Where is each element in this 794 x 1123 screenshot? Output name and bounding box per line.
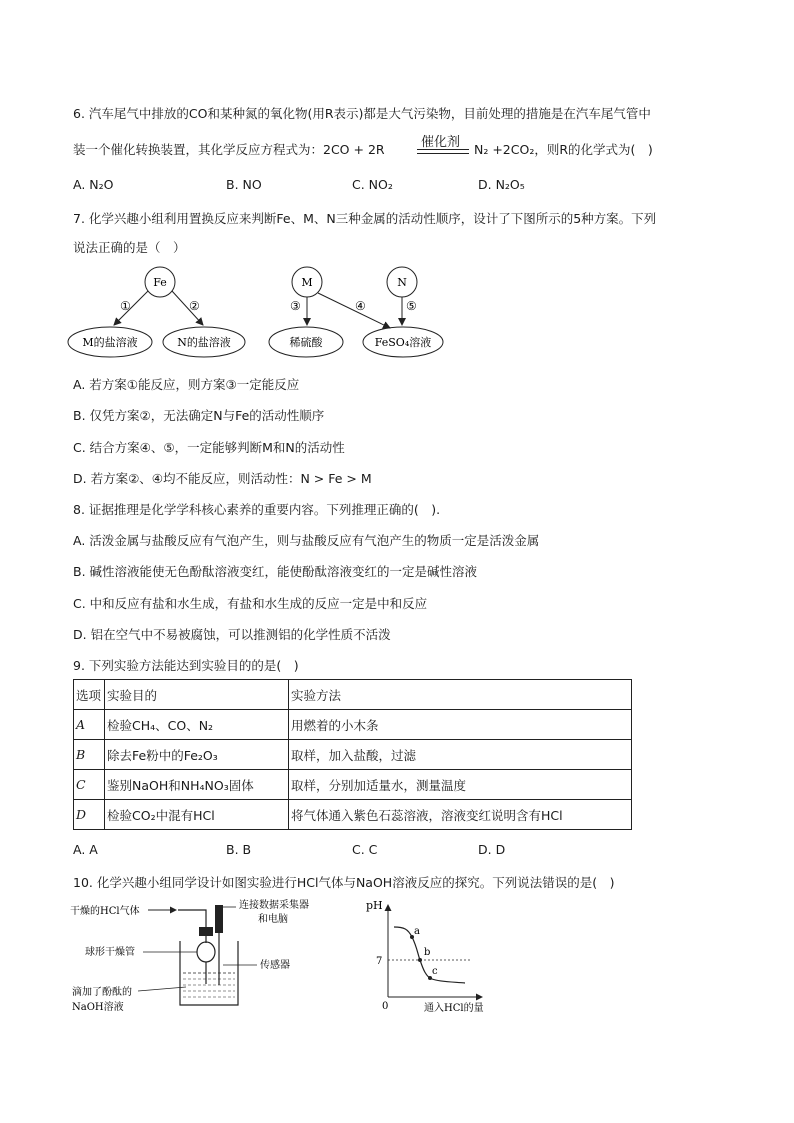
q7-line2: 说法正确的是（ ） — [73, 240, 186, 255]
row-c-purpose: 鉴别NaOH和NH₄NO₃固体 — [105, 770, 289, 800]
equation-arrow-line-top — [417, 149, 469, 150]
drying-tube-bulb — [197, 942, 215, 962]
q6-option-c: C. NO₂ — [352, 177, 393, 192]
header-option: 选项 — [74, 680, 105, 710]
q7-option-b: B. 仅凭方案②，无法确定N与Fe的活动性顺序 — [73, 408, 325, 423]
q9-option-a: A. A — [73, 842, 98, 857]
row-b-method: 取样，加入盐酸，过滤 — [289, 740, 632, 770]
row-a-purpose: 检验CH₄、CO、N₂ — [105, 710, 289, 740]
drying-tube-label: 球形干燥管 — [85, 947, 135, 958]
fe-node-label: Fe — [153, 276, 167, 289]
sensor-top — [215, 905, 223, 933]
q9-option-b: B. B — [226, 842, 252, 857]
row-a-option: A — [74, 710, 105, 740]
arrow-3-label: ③ — [290, 299, 301, 313]
q6-line1: 6. 汽车尾气中排放的CO和某种氮的氧化物(用R表示)都是大气污染物，目前处理的措施是在汽车尾气管中 — [73, 106, 651, 121]
point-b-label: b — [424, 947, 431, 958]
origin-label: 0 — [382, 1001, 389, 1012]
q10-apparatus-figure — [68, 897, 330, 1019]
n-node-label: N — [397, 276, 407, 289]
arrow-1-label: ① — [120, 299, 131, 313]
arrow-4-label: ④ — [355, 299, 366, 313]
q8-option-b: B. 碱性溶液能使无色酚酞溶液变红，能使酚酞溶液变红的一定是碱性溶液 — [73, 564, 478, 579]
row-d-option: D — [74, 800, 105, 830]
q10-ph-graph — [360, 897, 500, 1019]
point-a-label: a — [414, 926, 420, 937]
q8-option-d: D. 铝在空气中不易被腐蚀，可以推测铝的化学性质不活泼 — [73, 627, 391, 642]
m-salt-solution-label: M的盐溶液 — [82, 336, 138, 349]
point-b — [418, 958, 422, 962]
q8-line1: 8. 证据推理是化学学科核心素养的重要内容。下列推理正确的( ). — [73, 502, 441, 517]
equation-arrow-line-bottom — [417, 153, 469, 154]
q10-line1: 10. 化学兴趣小组同学设计如图实验进行HCl气体与NaOH溶液反应的探究。下列说法错误的是( ) — [73, 875, 615, 890]
data-collector-label-1: 连接数据采集器 — [239, 900, 309, 911]
q7-option-a: A. 若方案①能反应，则方案③一定能反应 — [73, 377, 300, 392]
y-tick-7: 7 — [376, 956, 383, 967]
q8-option-a: A. 活泼金属与盐酸反应有气泡产生，则与盐酸反应有气泡产生的物质一定是活泼金属 — [73, 533, 540, 548]
row-c-method: 取样，分别加适量水，测量温度 — [289, 770, 632, 800]
q9-option-c: C. C — [352, 842, 378, 857]
q6-line2-pre: 装一个催化转换装置，其化学反应方程式为：2CO + 2R — [73, 142, 385, 157]
q9-table — [73, 679, 632, 830]
q7-line1: 7. 化学兴趣小组利用置换反应来判断Fe、M、N三种金属的活动性顺序，设计了下图所示的5种方案。下列 — [73, 211, 657, 226]
header-purpose: 实验目的 — [105, 680, 289, 710]
q6-option-d: D. N₂O₅ — [478, 177, 525, 192]
q8-option-c: C. 中和反应有盐和水生成，有盐和水生成的反应一定是中和反应 — [73, 596, 428, 611]
q6-line2-post: N₂ +2CO₂，则R的化学式为( ) — [474, 142, 653, 157]
q7-reaction-diagram — [60, 262, 460, 360]
x-axis-label: 通入HCl的量 — [424, 1003, 484, 1014]
row-c-option: C — [74, 770, 105, 800]
table-row — [74, 710, 632, 740]
hcl-gas-label: 干燥的HCl气体 — [70, 906, 140, 917]
row-b-purpose: 除去Fe粉中的Fe₂O₃ — [105, 740, 289, 770]
solution-label-1: 滴加了酚酞的 — [72, 987, 132, 998]
row-d-method: 将气体通入紫色石蕊溶液，溶液变红说明含有HCl — [289, 800, 632, 830]
y-axis-label: pH — [366, 899, 383, 912]
dilute-sulfuric-acid-label: 稀硫酸 — [289, 336, 323, 349]
solution-label-2: NaOH溶液 — [72, 1002, 124, 1013]
q7-option-d: D. 若方案②、④均不能反应，则活动性：N > Fe > M — [73, 471, 372, 486]
sensor-label: 传感器 — [260, 960, 290, 971]
arrow-2-label: ② — [189, 299, 200, 313]
solution-leader — [138, 987, 186, 991]
q6-option-b: B. NO — [226, 177, 262, 192]
row-d-purpose: 检验CO₂中混有HCl — [105, 800, 289, 830]
row-a-method: 用燃着的小木条 — [289, 710, 632, 740]
stopper — [199, 927, 213, 936]
table-row — [74, 800, 632, 830]
q9-option-d: D. D — [478, 842, 506, 857]
arrow-5-label: ⑤ — [406, 299, 417, 313]
m-node-label: M — [301, 276, 313, 289]
point-c-label: c — [432, 966, 438, 977]
feso4-solution-label: FeSO₄溶液 — [374, 336, 432, 349]
q9-line1: 9. 下列实验方法能达到实验目的的是( ) — [73, 658, 299, 673]
arrow-4 — [318, 293, 390, 328]
q6-option-a: A. N₂O — [73, 177, 114, 192]
row-b-option: B — [74, 740, 105, 770]
table-row — [74, 770, 632, 800]
table-header-row — [74, 680, 632, 710]
header-method: 实验方法 — [289, 680, 632, 710]
table-row — [74, 740, 632, 770]
q7-option-c: C. 结合方案④、⑤，一定能够判断M和N的活动性 — [73, 440, 345, 455]
data-collector-label-2: 和电脑 — [258, 914, 288, 925]
n-salt-solution-label: N的盐溶液 — [177, 336, 231, 349]
catalyst-label: 催化剂 — [421, 135, 461, 150]
gas-inlet-tube — [178, 910, 206, 927]
